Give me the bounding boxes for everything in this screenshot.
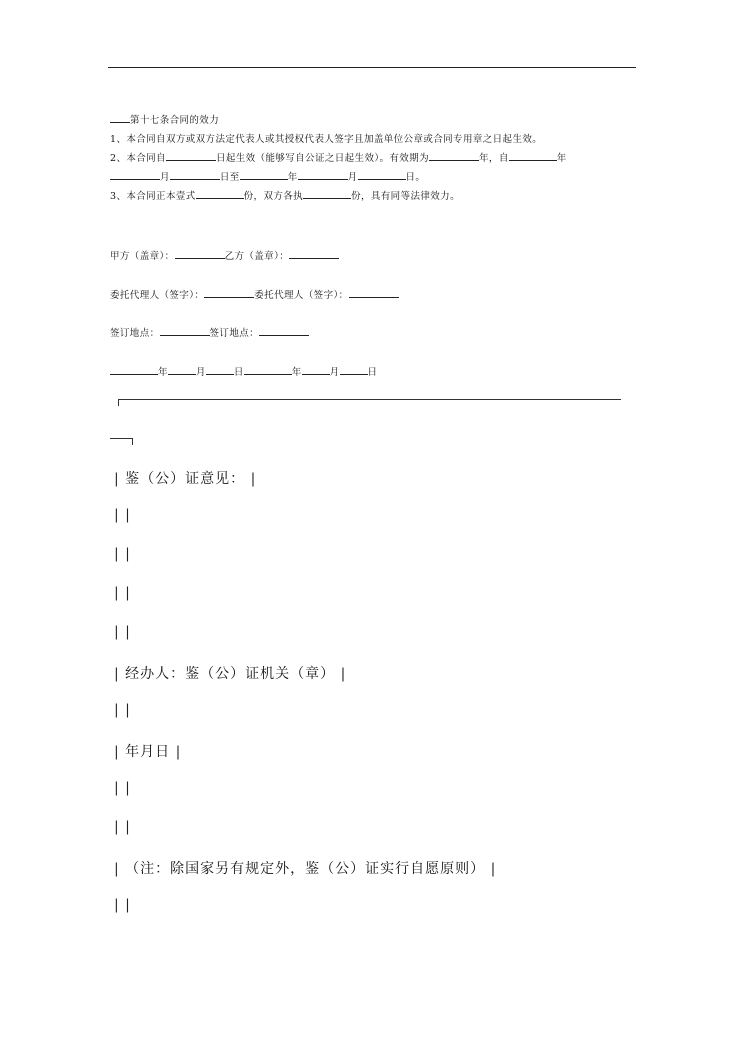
left-bar: |	[114, 507, 120, 523]
blank-end-year	[240, 170, 288, 180]
date-b-month: 月	[329, 367, 340, 378]
left-bar: |	[114, 702, 120, 718]
blank-end-day	[358, 170, 406, 180]
empty-row-3	[114, 585, 131, 601]
right-bar: |	[125, 897, 131, 913]
date-b-year-blank	[244, 365, 292, 375]
blank-copies-total	[196, 189, 244, 199]
notary-handler-label: 经办人：鉴（公）证机关（章）	[125, 666, 336, 682]
clause-2-text-a: 2、本合同自	[110, 153, 166, 164]
clause-2-text-b: 日起生效（能够写自公证之日起生效）。有效期为	[215, 153, 430, 164]
agent-b-blank	[349, 288, 399, 298]
notary-date-label: 年月日	[125, 744, 171, 760]
agent-sign-line	[110, 287, 399, 301]
date-a-month-blank	[168, 365, 196, 375]
clause-2-text-h: 月	[347, 172, 358, 183]
date-b-day: 日	[367, 367, 378, 378]
place-b-blank	[259, 326, 309, 336]
notary-note-text: （注：除国家另有规定外，鉴（公）证实行自愿原则）	[125, 861, 486, 877]
blank-start-month	[110, 170, 160, 180]
clause-1	[110, 131, 542, 145]
right-bar: |	[125, 624, 131, 640]
right-bar: |	[490, 861, 497, 877]
date-b-year: 年	[291, 367, 302, 378]
left-bar: |	[114, 861, 120, 877]
agent-a-blank	[204, 288, 254, 298]
empty-row-1	[114, 507, 131, 523]
notary-date-row	[114, 741, 181, 761]
right-bar: |	[125, 702, 131, 718]
date-a-day-blank	[206, 365, 234, 375]
left-bar: |	[114, 744, 120, 760]
sign-date-line	[110, 364, 377, 378]
date-a-year: 年	[158, 367, 168, 378]
party-seal-line	[110, 248, 339, 262]
date-b-day-blank	[340, 365, 368, 375]
agent-b-label: 委托代理人（签字）：	[254, 290, 349, 301]
article-title-line	[110, 112, 219, 126]
clause-2-line-2	[110, 169, 425, 183]
clause-2-text-d: 年	[556, 153, 567, 164]
left-bar: |	[114, 624, 120, 640]
left-bar: |	[114, 666, 120, 682]
place-a-label: 签订地点：	[110, 328, 160, 339]
blank-effective-date	[166, 151, 216, 161]
right-bar: |	[125, 585, 131, 601]
place-b-label: 签订地点：	[209, 328, 260, 339]
blank-validity-years	[429, 151, 479, 161]
title-underline	[110, 113, 130, 123]
empty-row-5	[114, 702, 131, 718]
clause-2-text-c: 年，自	[479, 153, 509, 164]
right-bar: |	[250, 471, 257, 487]
empty-row-6	[114, 780, 131, 796]
date-b-month-blank	[302, 365, 330, 375]
notary-box-corner	[110, 438, 133, 445]
left-bar: |	[114, 471, 120, 487]
clause-3-text-b: 份，双方各执	[243, 191, 304, 202]
right-bar: |	[125, 546, 131, 562]
left-bar: |	[114, 819, 120, 835]
date-a-day: 日	[233, 367, 244, 378]
clause-3-text-c: 份，具有同等法律效力。	[351, 191, 460, 202]
notary-note-row	[114, 858, 496, 878]
party-b-label: 乙方（盖章）：	[224, 251, 290, 262]
clause-2-text-f: 日至	[219, 172, 240, 183]
clause-2-text-i: 日。	[405, 172, 426, 183]
right-bar: |	[125, 780, 131, 796]
party-a-blank	[175, 249, 225, 259]
party-a-label: 甲方（盖章）：	[110, 251, 175, 262]
right-bar: |	[175, 744, 182, 760]
blank-end-month	[298, 170, 348, 180]
blank-start-day	[170, 170, 220, 180]
date-a-month: 月	[195, 367, 206, 378]
notary-handler-row	[114, 663, 346, 683]
place-a-blank	[160, 326, 210, 336]
right-bar: |	[125, 819, 131, 835]
party-b-blank	[289, 249, 339, 259]
right-bar: |	[125, 507, 131, 523]
left-bar: |	[114, 546, 120, 562]
clause-2-text-g: 年	[287, 172, 298, 183]
clause-3-text-a: 3、本合同正本壹式	[110, 191, 196, 202]
header-rule	[108, 67, 636, 68]
empty-row-2	[114, 546, 131, 562]
clause-2-line-1	[110, 150, 567, 164]
notary-opinion-row	[114, 468, 256, 488]
date-a-year-blank	[110, 365, 158, 375]
notary-opinion-label: 鉴（公）证意见：	[125, 471, 246, 487]
empty-row-8	[114, 897, 131, 913]
sign-place-line	[110, 325, 309, 339]
left-bar: |	[114, 897, 120, 913]
clause-3	[110, 188, 460, 202]
blank-copies-each	[303, 189, 351, 199]
clause-1-text: 1、本合同自双方或双方法定代表人或其授权代表人签字且加盖单位公章或合同专用章之日起生效。	[110, 134, 543, 145]
empty-row-4	[114, 624, 131, 640]
left-bar: |	[114, 585, 120, 601]
article-title: 第十七条合同的效力	[130, 115, 220, 126]
empty-row-7	[114, 819, 131, 835]
clause-2-text-e: 月	[160, 172, 170, 183]
left-bar: |	[114, 780, 120, 796]
notary-box-top-border	[118, 399, 621, 406]
right-bar: |	[340, 666, 347, 682]
blank-start-year	[509, 151, 557, 161]
agent-a-label: 委托代理人（签字）：	[110, 290, 205, 301]
